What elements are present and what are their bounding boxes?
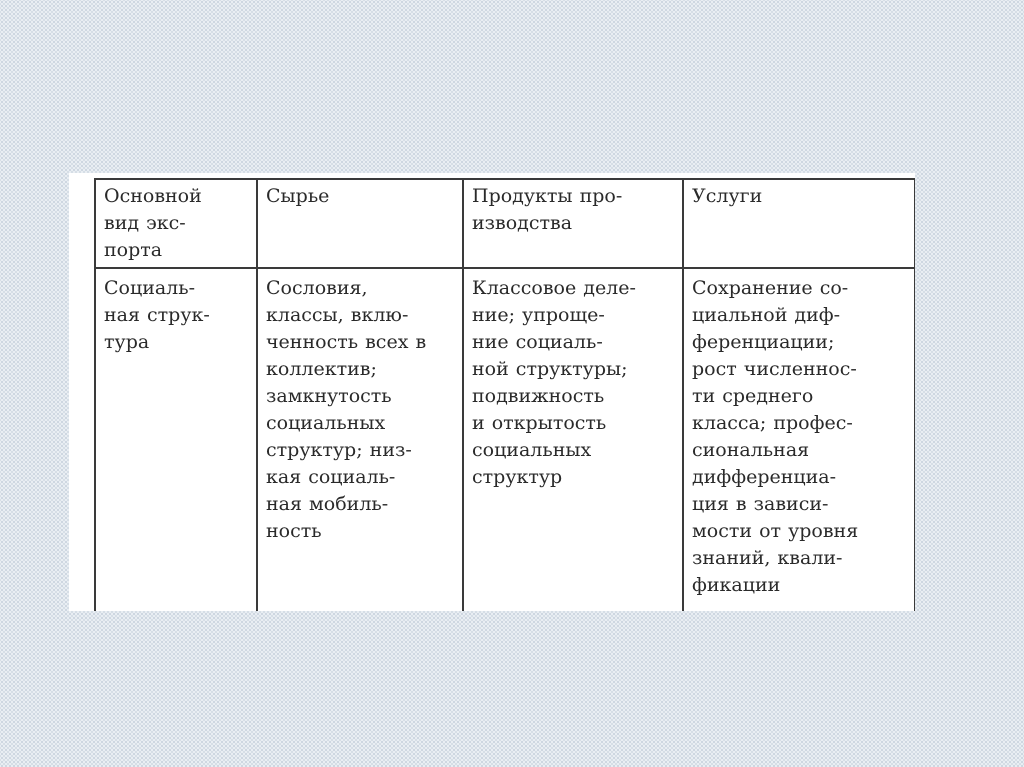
- comparison-table: [94, 178, 915, 611]
- cell-products: Классовое деле- ние; упроще- ние социаль- ной структуры; подвижность и открытость социальных структур: [463, 268, 683, 611]
- cell-services: Сохранение со- циальной диф- ференциации; рост численнос- ти среднего класса; профес- сиональная дифференциа- ция в зависи- мости от уровня знаний, квали- фикации: [683, 268, 915, 611]
- cell-raw-materials: Сословия, классы, вклю- ченность всех в коллектив; замкнутость социальных структур; низ- кая социаль- ная мобиль- ность: [257, 268, 463, 611]
- table-row: [95, 268, 915, 611]
- header-cell-raw-materials: Сырье: [257, 179, 463, 268]
- header-cell-products: Продукты про- изводства: [463, 179, 683, 268]
- table-header-row: [95, 179, 915, 268]
- row-label-social-structure: Социаль- ная струк- тура: [95, 268, 257, 611]
- header-cell-main-export: Основной вид экс- порта: [95, 179, 257, 268]
- header-cell-services: Услуги: [683, 179, 915, 268]
- table-image: [69, 173, 915, 611]
